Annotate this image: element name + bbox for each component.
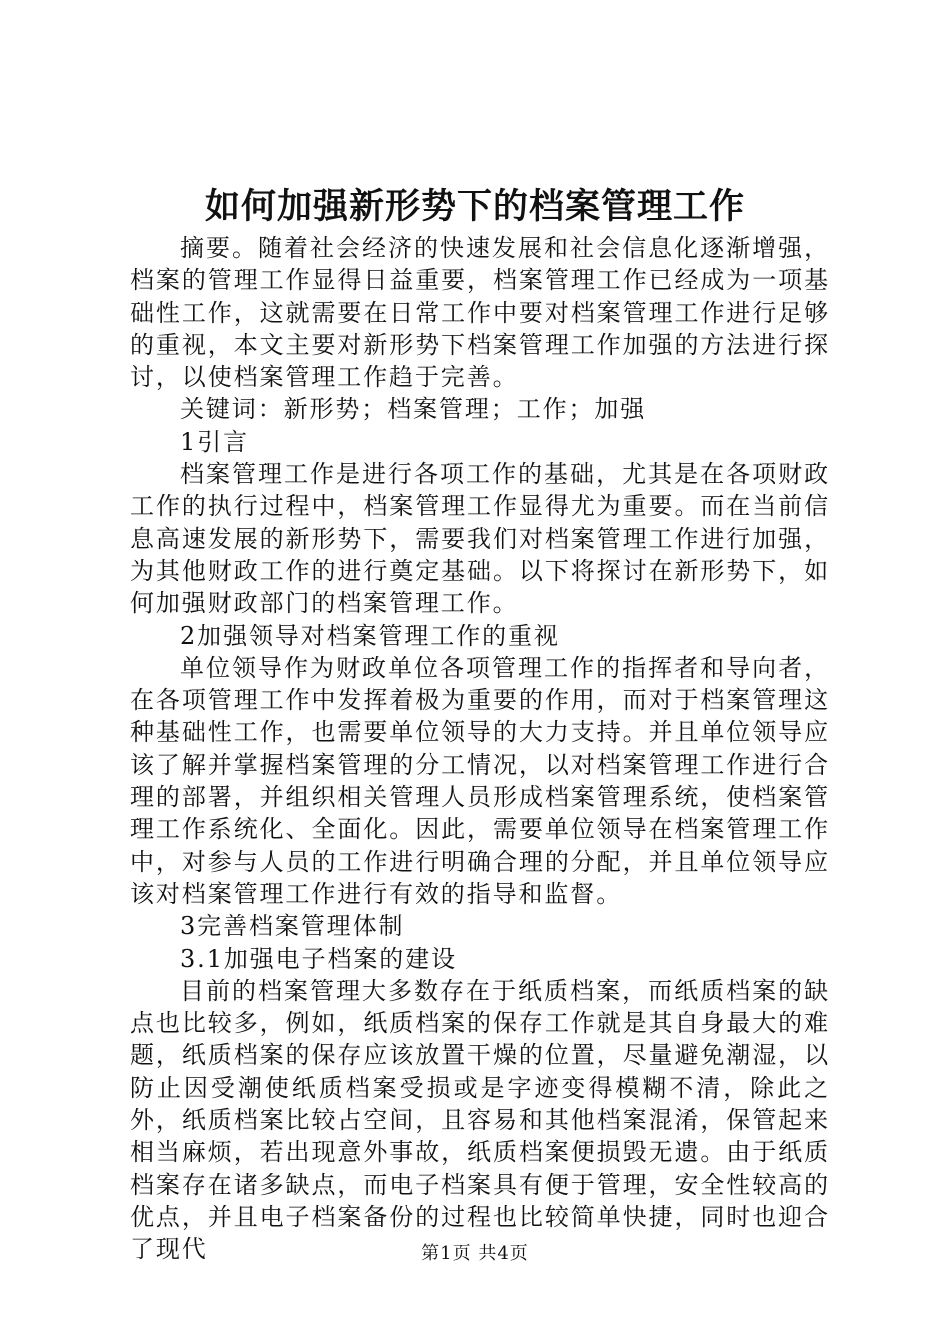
section-3-1-paragraph: 目前的档案管理大多数存在于纸质档案，而纸质档案的缺点也比较多，例如，纸质档案的保存工作就是其自身最大的难题，纸质档案的保存应该放置干燥的位置，尽量避免潮湿，以防止因受潮使纸质档案受损或是字迹变得模糊不清，除此之外，纸质档案比较占空间，且容易和其他档案混淆，保管起来相当麻烦，若出现意外事故，纸质档案便损毁无遗。由于纸质档案存在诸多缺点，而电子档案具有便于管理，安全性较高的优点，并且电子档案备份的过程也比较简单快捷，同时也迎合了现代	[130, 976, 830, 1264]
section-2-paragraph: 单位领导作为财政单位各项管理工作的指挥者和导向者，在各项管理工作中发挥着极为重要的作用，而对于档案管理这种基础性工作，也需要单位领导的大力支持。并且单位领导应该了解并掌握档案管理的分工情况，以对档案管理工作进行合理的部署，并组织相关管理人员形成档案管理系统，使档案管理工作系统化、全面化。因此，需要单位领导在档案管理工作中，对参与人员的工作进行明确合理的分配，并且单位领导应该对档案管理工作进行有效的指导和监督。	[130, 653, 830, 908]
section-1-heading: 1引言	[180, 427, 249, 456]
document-body	[130, 232, 830, 1266]
section-1-paragraph: 档案管理工作是进行各项工作的基础，尤其是在各项财政工作的执行过程中，档案管理工作显得尤为重要。而在当前信息高速发展的新形势下，需要我们对档案管理工作进行加强，为其他财政工作的进行奠定基础。以下将探讨在新形势下，如何加强财政部门的档案管理工作。	[130, 460, 830, 618]
document-title: 如何加强新形势下的档案管理工作	[204, 186, 745, 227]
section-2-heading: 2加强领导对档案管理工作的重视	[180, 621, 560, 650]
page-footer: 第1页 共4页	[421, 1243, 529, 1264]
keywords-line: 关键词：新形势；档案管理；工作；加强	[180, 395, 647, 424]
section-3-heading: 3完善档案管理体制	[180, 912, 405, 941]
abstract-paragraph: 摘要。随着社会经济的快速发展和社会信息化逐渐增强，档案的管理工作显得日益重要，档案管理工作已经成为一项基础性工作，这就需要在日常工作中要对档案管理工作进行足够的重视，本文主要对新形势下档案管理工作加强的方法进行探讨，以使档案管理工作趋于完善。	[130, 234, 830, 392]
section-3-1-heading: 3.1加强电子档案的建设	[180, 944, 457, 973]
